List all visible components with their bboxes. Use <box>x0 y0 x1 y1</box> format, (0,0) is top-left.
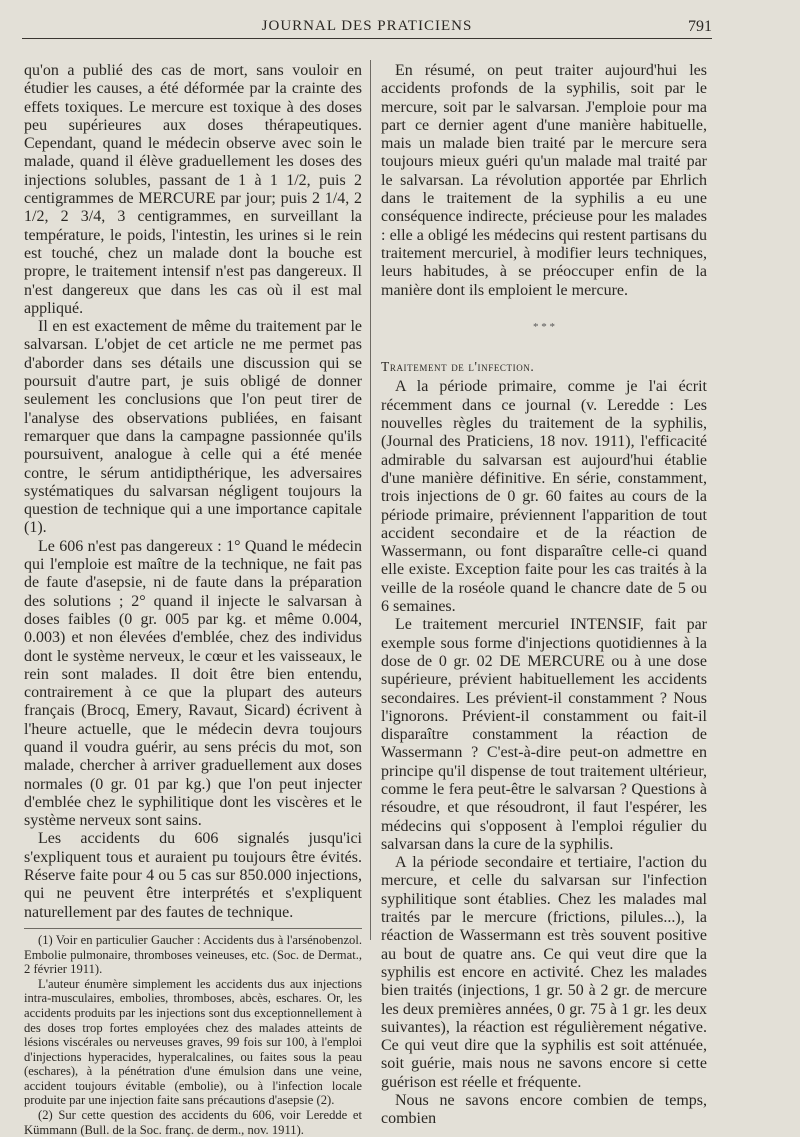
left-column <box>24 62 362 1137</box>
page-header <box>22 16 712 39</box>
paragraph: Le traitement mercuriel INTENSIF, fait par exemple sous forme d'injections quotidiennes à la dose de 0 gr. 02 DE MERCURE ou à une dose supérieure, prévient habituellement les accidents secondaires. Les prévient-il constamment ? Nous l'ignorons. Prévient-il constamment ou fait-il disparaître constamment la réaction de Wassermann ? C'est-à-dire peut-on admettre en principe qu'il dispense de tout traitement ultérieur, comme le fera peut-être le salvarsan ? Questions à résoudre, et que résoudront, il faut l'espérer, les médecins qui s'opposent à l'emploi régulier du salvarsan dans la cure de la syphilis. <box>381 616 707 853</box>
paragraph: A la période secondaire et tertiaire, l'action du mercure, et celle du salvarsan sur l'infection syphilitique sont établies. Chez les malades mal traités par le mercure (frictions, pilules...), la réaction de Wassermann est très souvent positive au bout de quatre ans. Ce qui veut dire que la syphilis est encore en activité. Chez les malades bien traités (injections, 1 gr. 50 à 2 gr. de mercure les deux premières années, 0 gr. 75 à 1 gr. les deux suivantes), la réaction est régulièrement négative. Ce qui veut dire que la syphilis est soit atténuée, soit guérie, mais nous ne savons encore si cette guérison est réelle et fréquente. <box>381 854 707 1091</box>
footnote: L'auteur énumère simplement les accidents dus aux injections intra-musculaires, embolies, thromboses, abcès, eschares. Or, les accidents produits par les injections sont dus exceptionnellement à des doses trop fortes employées chez des malades atteints de lésions viscérales ou nerveuses graves, 99 fois sur 100, à l'emploi d'injections hyperacides, hyperalcalines, ou faites sous la peau (eschares), à la pénétration d'une émulsion dans une veine, accident toujours évitable (embolie), ou à l'infection locale produite par une injection faite sans précautions d'asepsie (2). <box>24 976 362 1108</box>
paragraph: A la période primaire, comme je l'ai écrit récemment dans ce journal (v. Leredde : Les nouvelles règles du traitement de la syphilis, (Journal des Praticiens, 18 nov. 1911), l'efficacité admirable du salvarsan est aujourd'hui établie d'une manière définitive. En série, constamment, trois injections de 0 gr. 60 faites au cours de la période primaire, préviennent l'apparition de tout accident secondaire et de la réaction de Wassermann, ou font disparaître celle-ci quand elle existe. Exception faite pour les cas traités à la veille de la roséole quand le chancre date de 5 ou 6 semaines. <box>381 378 707 616</box>
paragraph: En résumé, on peut traiter aujourd'hui les accidents profonds de la syphilis, soit par le mercure, soit par le salvarsan. J'emploie pour ma part ce dernier agent d'une manière habituelle, mais un malade bien traité par le mercure sera toujours mieux guéri qu'un malade mal traité par le salvarsan. La révolution apportée par Ehrlich dans le traitement de la syphilis a eu une conséquence indirecte, précieuse pour les malades : elle a obligé les médecins qui restent partisans du traitement mercuriel, à modifier leurs techniques, leurs habitudes, à se préoccuper enfin de la manière dont ils emploient le mercure. <box>381 62 707 299</box>
page-number: 791 <box>688 18 712 35</box>
column-divider <box>370 60 371 940</box>
section-separator: * * * <box>533 320 555 333</box>
journal-title: JOURNAL DES PRATICIENS <box>261 18 473 34</box>
footnote: (1) Voir en particulier Gaucher : Accidents dus à l'arsénobenzol. Embolie pulmonaire, thromboses veineuses, etc. (Soc. de Dermat., 2 février 1911). <box>24 932 362 977</box>
paragraph: Nous ne savons encore combien de temps, combien <box>381 1092 707 1128</box>
footnote: (2) Sur cette question des accidents du 606, voir Leredde et Kümmann (Bull. de la Soc. franç. de derm., nov. 1911). <box>24 1108 362 1137</box>
section-heading: Traitement de l'infection. <box>381 359 535 375</box>
paragraph: Les accidents du 606 signalés jusqu'ici s'expliquent tous et auraient pu toujours être évités. Réserve faite pour 4 ou 5 cas sur 850.000 injections, qui ne peuvent être interprétés et s'expliquent naturellement par des fautes de technique. <box>24 830 362 921</box>
paragraph: Il en est exactement de même du traitement par le salvarsan. L'objet de cet article ne me permet pas d'aborder dans ses détails une discussion qui se poursuit d'autre part, je suis obligé de donner seulement les conclusions que l'on peut tirer de l'analyse des observations publiées, en faisant remarquer que dans la campagne passionnée qu'ils poursuivent, analogue à celle qui a été menée contre, le sérum antidipthérique, les adversaires systématiques du salvarsan négligent toujours la question de technique qui a une importance capitale (1). <box>24 318 362 537</box>
footnotes <box>24 928 362 1137</box>
paragraph: Le 606 n'est pas dangereux : 1° Quand le médecin qui l'emploie est maître de la technique, ne fait pas de faute d'asepsie, ni de faute dans la préparation des solutions ; 2° quand il injecte le salvarsan à doses faibles (0 gr. 005 par kg. et même 0.004, 0.003) et non élevées d'emblée, chez des individus dont le système nerveux, le cœur et les vaisseaux, le rein sont malades. Il doit être bien entendu, contrairement à ce que la plupart des auteurs français (Brocq, Emery, Ravaut, Sicard) écrivent à l'heure actuelle, que le médecin devra toujours quand il voudra guérir, au sens précis du mot, son malade, chercher à arriver graduellement aux doses normales (0 gr. 01 par kg.) que l'on peut injecter d'emblée chez le syphilitique dont les viscères et le système nerveux sont sains. <box>24 537 362 830</box>
paragraph: qu'on a publié des cas de mort, sans vouloir en étudier les causes, a été déformée par la crainte des effets toxiques. Le mercure est toxique à des doses peu supérieures aux doses thérapeutiques. Cependant, quand le médecin observe avec soin le malade, quand il élève graduellement les doses des injections solubles, passant de 1 à 1 1/2, puis 2 centigrammes de MERCURE par jour; puis 2 1/4, 2 1/2, 2 3/4, 3 centigrammes, en surveillant la température, le poids, l'intestin, les urines si le rein est touché, chez un malade dont la bouche est propre, le traitement intensif n'est pas dangereux. Il n'est dangereux que dans les cas où il est mal appliqué. <box>24 62 362 317</box>
right-column <box>381 62 707 1129</box>
